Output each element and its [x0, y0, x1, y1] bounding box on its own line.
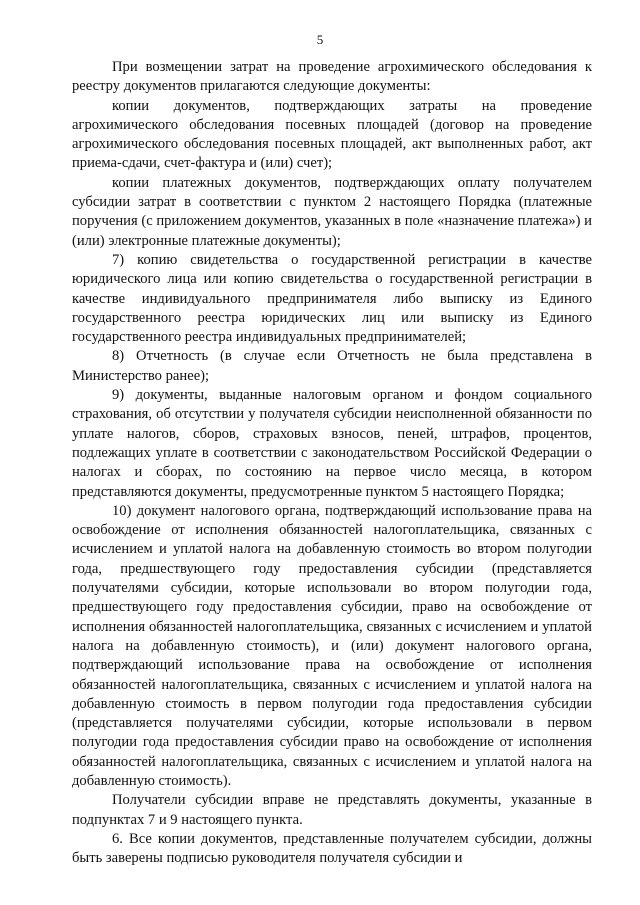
- paragraph-cost-documents: копии документов, подтверждающих затраты на проведение агрохимического обследования посевных площадей (договор на проведение агрохимического обследования посевных площадей, акт выполненных работ, акт приема-сдачи, счет-фактура и (или) счет);: [72, 97, 592, 172]
- paragraph-item-7: 7) копию свидетельства о государственной регистрации в качестве юридического лица или копию свидетельства о государственной регистрации в качестве индивидуального предпринимателя либо выписку из Единого государственного реестра юридических лиц или выписку из Единого государственного реестра индивидуальных предпринимателей;: [72, 251, 592, 346]
- paragraph-payment-documents: копии платежных документов, подтверждающих оплату получателем субсидии затрат в соответствии с пунктом 2 настоящего Порядка (платежные поручения (с приложением документов, указанных в поле «назначение платежа») и (или) электронные платежные документы);: [72, 174, 592, 249]
- paragraph-section-6: 6. Все копии документов, представленные получателем субсидии, должны быть заверены подписью руководителя получателя субсидии и: [72, 830, 592, 867]
- paragraph-item-8: 8) Отчетность (в случае если Отчетность не была представлена в Министерство ранее);: [72, 348, 592, 384]
- page-number: 5: [316, 32, 324, 47]
- paragraph-optional-documents: Получатели субсидии вправе не представлять документы, указанные в подпунктах 7 и 9 настоящего пункта.: [72, 792, 592, 828]
- document-body: [72, 58, 592, 868]
- paragraph-item-9: 9) документы, выданные налоговым органом и фондом социального страхования, об отсутствии у получателя субсидии неисполненной обязанности по уплате налогов, сборов, страховых взносов, пеней, штрафов, процентов, подлежащих уплате в соответствии с законодательством Российской Федерации о налогах и сборах, по состоянию на первое число месяца, в котором представляются документы, предусмотренные пунктом 5 настоящего Порядка;: [72, 387, 592, 500]
- paragraph-intro: При возмещении затрат на проведение агрохимического обследования к реестру документов прилагаются следующие документы:: [72, 59, 592, 95]
- paragraph-item-10: 10) документ налогового органа, подтверждающий использование права на освобождение от исполнения обязанностей налогоплательщика, связанных с исчислением и уплатой налога на добавленную стоимость во втором полугодии года, предшествующего году предоставления субсидии (представляется получателями субсидии, которые использовали во втором полугодии года, предшествующего году предоставления субсидии, право на освобождение от исполнения обязанностей налогоплательщика, связанных с исчислением и уплатой налога на добавленную стоимость), и (или) документ налогового органа, подтверждающий использование права на освобождение от исполнения обязанностей налогоплательщика, связанных с исчислением и уплатой налога на добавленную стоимость в первом полугодии года предоставления субсидии (представляется получателями субсидии, которые использовали в первом полугодии года предоставления субсидии право на освобождение от исполнения обязанностей налогоплательщика, связанных с исчислением и уплатой налога на добавленную стоимость).: [72, 502, 592, 789]
